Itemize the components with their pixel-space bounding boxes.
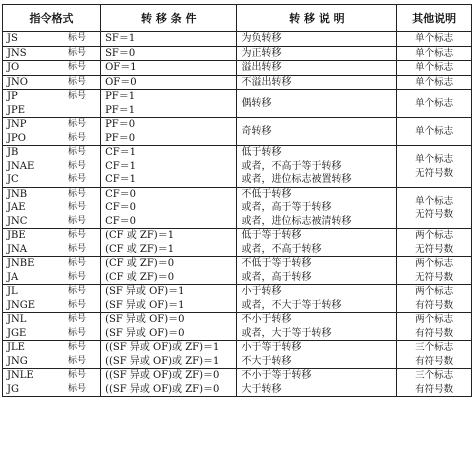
instruction-line <box>7 90 96 104</box>
instruction-cell <box>3 341 101 369</box>
condition-line: OF＝1 <box>105 62 137 74</box>
instruction-cell <box>3 146 101 188</box>
description-cell <box>237 146 397 188</box>
instruction-operand: 标号 <box>68 258 87 269</box>
condition-cell <box>101 146 237 188</box>
table-row <box>3 46 472 61</box>
table-row <box>3 341 472 369</box>
instruction-line <box>7 285 96 299</box>
instruction-cell <box>3 313 101 341</box>
instruction-line <box>7 215 96 229</box>
condition-line: ((SF 异或 OF)或 ZF)＝1 <box>105 355 220 367</box>
instruction-cell <box>3 118 101 146</box>
instruction-mnemonic: JNG <box>7 355 28 367</box>
description-cell <box>237 90 397 118</box>
instruction-line <box>7 146 96 160</box>
table-row <box>3 75 472 90</box>
condition-line: PF＝1 <box>105 91 136 103</box>
header-instruction-format: 指令格式 <box>3 5 101 32</box>
condition-line: CF＝0 <box>105 188 137 200</box>
instruction-cell <box>3 187 101 229</box>
condition-line: PF＝0 <box>105 119 136 131</box>
note-cell <box>397 369 472 397</box>
condition-line: (CF 或 ZF)＝0 <box>105 258 175 270</box>
instruction-line <box>7 383 96 397</box>
instruction-mnemonic: JP <box>7 91 18 103</box>
instruction-line <box>7 327 96 341</box>
table-row <box>3 32 472 47</box>
instruction-mnemonic: JS <box>7 33 18 45</box>
description-line: 不低于等于转移 <box>241 258 312 270</box>
condition-line: CF＝1 <box>105 160 137 172</box>
instruction-operand: 标号 <box>68 342 87 353</box>
instruction-mnemonic: JNS <box>7 47 27 59</box>
instruction-cell <box>3 285 101 313</box>
condition-line: (SF 异或 OF)＝0 <box>105 314 185 326</box>
note-line: 单个标志 <box>415 47 454 59</box>
description-cell <box>237 46 397 61</box>
note-line: 单个标志 <box>415 195 454 207</box>
note-cell <box>397 118 472 146</box>
instruction-line <box>7 32 96 46</box>
description-line: 或者，不高于转移 <box>241 243 322 255</box>
instruction-cell <box>3 229 101 257</box>
condition-line: (SF 异或 OF)＝1 <box>105 299 185 311</box>
instruction-operand: 标号 <box>68 132 87 143</box>
condition-line: ((SF 异或 OF)或 ZF)＝0 <box>105 383 220 395</box>
instruction-line <box>7 243 96 257</box>
condition-line: CF＝0 <box>105 215 137 227</box>
instruction-operand: 标号 <box>68 62 87 73</box>
instruction-operand: 标号 <box>68 370 87 381</box>
condition-line: PF＝0 <box>105 132 136 144</box>
instruction-operand: 标号 <box>68 243 87 254</box>
note-line: 两个标志 <box>415 314 454 326</box>
instruction-cell <box>3 61 101 76</box>
description-line: 低于等于转移 <box>241 230 302 242</box>
instruction-line <box>7 160 96 174</box>
note-line: 有符号数 <box>415 383 454 395</box>
instruction-mnemonic: JNLE <box>7 370 34 382</box>
instruction-mnemonic: JB <box>7 147 19 159</box>
note-line: 单个标志 <box>415 98 454 109</box>
condition-line: (SF 异或 OF)＝1 <box>105 286 185 298</box>
description-line: 大于转移 <box>241 383 282 395</box>
instruction-operand: 标号 <box>68 355 87 366</box>
note-cell <box>397 32 472 47</box>
instruction-cell <box>3 46 101 61</box>
description-line: 为正转移 <box>241 47 282 59</box>
instruction-operand: 标号 <box>68 383 87 394</box>
condition-line: CF＝0 <box>105 202 137 214</box>
description-line: 奇转移 <box>241 126 272 137</box>
table-row <box>3 118 472 146</box>
condition-line: PF＝1 <box>105 104 136 116</box>
note-line: 单个标志 <box>415 33 454 45</box>
description-cell <box>237 285 397 313</box>
table-row <box>3 61 472 76</box>
instruction-operand: 标号 <box>68 47 87 58</box>
condition-cell <box>101 341 237 369</box>
note-line: 有符号数 <box>415 355 454 367</box>
instruction-line <box>7 313 96 327</box>
instruction-mnemonic: JNAE <box>7 160 35 172</box>
description-cell <box>237 61 397 76</box>
condition-line: (CF 或 ZF)＝1 <box>105 243 175 255</box>
condition-line: SF＝0 <box>105 47 136 59</box>
instruction-mnemonic: JNA <box>7 243 27 255</box>
condition-cell <box>101 75 237 90</box>
note-line: 两个标志 <box>415 230 454 242</box>
note-line: 两个标志 <box>415 286 454 298</box>
instruction-mnemonic: JNP <box>7 119 27 131</box>
note-line: 单个标志 <box>415 76 454 88</box>
condition-cell <box>101 285 237 313</box>
header-other-notes: 其他说明 <box>397 5 472 32</box>
note-cell <box>397 61 472 76</box>
instruction-mnemonic: JNB <box>7 188 28 200</box>
instruction-mnemonic: JNBE <box>7 258 35 270</box>
note-cell <box>397 285 472 313</box>
instruction-line <box>7 201 96 215</box>
description-line: 或者，进位标志被置转移 <box>241 174 352 186</box>
note-cell <box>397 313 472 341</box>
description-line: 小于转移 <box>241 286 282 298</box>
instruction-line <box>7 132 96 146</box>
instruction-line <box>7 369 96 383</box>
description-line: 不小于转移 <box>241 314 292 326</box>
note-line: 无符号数 <box>415 167 454 179</box>
instruction-line <box>7 173 96 187</box>
description-line: 或者，高于转移 <box>241 271 312 283</box>
note-line: 无符号数 <box>415 271 454 283</box>
instruction-line <box>7 341 96 355</box>
condition-cell <box>101 313 237 341</box>
note-cell <box>397 46 472 61</box>
table-row <box>3 313 472 341</box>
table-row <box>3 257 472 285</box>
description-line: 不低于转移 <box>241 188 292 200</box>
note-cell <box>397 187 472 229</box>
instruction-line <box>7 47 96 61</box>
table-row <box>3 229 472 257</box>
note-line: 有符号数 <box>415 299 454 311</box>
instruction-mnemonic: JLE <box>7 342 25 354</box>
condition-line: CF＝1 <box>105 147 137 159</box>
instruction-mnemonic: JNO <box>7 76 28 88</box>
description-line: 溢出转移 <box>241 62 282 74</box>
instruction-mnemonic: JBE <box>7 230 26 242</box>
condition-cell <box>101 257 237 285</box>
table-row <box>3 90 472 118</box>
instruction-mnemonic: JO <box>7 62 20 74</box>
instruction-line <box>7 118 96 132</box>
condition-line: (CF 或 ZF)＝1 <box>105 230 175 242</box>
instruction-operand: 标号 <box>68 119 87 130</box>
condition-line: ((SF 异或 OF)或 ZF)＝1 <box>105 342 220 354</box>
description-line: 或者，大于等于转移 <box>241 327 332 339</box>
condition-cell <box>101 187 237 229</box>
instruction-operand: 标号 <box>68 314 87 325</box>
instruction-operand: 标号 <box>68 286 87 297</box>
condition-line: (SF 异或 OF)＝0 <box>105 327 185 339</box>
instruction-line <box>7 271 96 285</box>
condition-cell <box>101 46 237 61</box>
instruction-operand: 标号 <box>68 230 87 241</box>
condition-line: CF＝1 <box>105 174 137 186</box>
condition-line: OF＝0 <box>105 76 137 88</box>
condition-cell <box>101 369 237 397</box>
description-line: 为负转移 <box>241 33 282 45</box>
instruction-operand: 标号 <box>68 160 87 171</box>
description-line: 偶转移 <box>241 98 272 109</box>
note-line: 三个标志 <box>415 342 454 354</box>
instruction-operand: 标号 <box>68 147 87 158</box>
instruction-mnemonic: JPO <box>7 132 26 144</box>
instruction-line <box>7 229 96 243</box>
note-line: 单个标志 <box>415 154 454 165</box>
description-line: 或者，进位标志被清转移 <box>241 215 352 227</box>
note-cell <box>397 90 472 118</box>
description-line: 或者，不高于等于转移 <box>241 160 342 172</box>
description-line: 或者，高于等于转移 <box>241 202 332 214</box>
condition-line: (CF 或 ZF)＝0 <box>105 271 175 283</box>
condition-cell <box>101 32 237 47</box>
instruction-cell <box>3 75 101 90</box>
instruction-cell <box>3 32 101 47</box>
condition-cell <box>101 118 237 146</box>
instruction-mnemonic: JNL <box>7 314 27 326</box>
note-cell <box>397 341 472 369</box>
instruction-mnemonic: JGE <box>7 327 27 339</box>
instruction-operand: 标号 <box>68 202 87 213</box>
instruction-mnemonic: JC <box>7 174 19 186</box>
note-line: 单个标志 <box>415 126 454 137</box>
table-row <box>3 285 472 313</box>
description-line: 不大于转移 <box>241 355 292 367</box>
description-line: 不小于等于转移 <box>241 370 312 382</box>
note-line: 无符号数 <box>415 243 454 255</box>
description-cell <box>237 341 397 369</box>
instruction-operand: 标号 <box>68 188 87 199</box>
condition-cell <box>101 229 237 257</box>
instruction-line <box>7 104 96 118</box>
note-cell <box>397 146 472 188</box>
instruction-mnemonic: JPE <box>7 104 26 116</box>
instruction-line <box>7 355 96 369</box>
header-jump-description: 转 移 说 明 <box>237 5 397 32</box>
condition-line: SF＝1 <box>105 33 136 45</box>
table-row <box>3 187 472 229</box>
instruction-line <box>7 188 96 202</box>
description-cell <box>237 257 397 285</box>
note-line: 有符号数 <box>415 327 454 339</box>
header-row <box>3 5 472 32</box>
instruction-line <box>7 299 96 313</box>
condition-cell <box>101 61 237 76</box>
note-line: 单个标志 <box>415 62 454 74</box>
condition-cell <box>101 90 237 118</box>
instruction-cell <box>3 90 101 118</box>
instruction-operand: 标号 <box>68 174 87 185</box>
description-line: 低于转移 <box>241 147 282 159</box>
instruction-operand: 标号 <box>68 91 87 102</box>
note-cell <box>397 257 472 285</box>
condition-line: ((SF 异或 OF)或 ZF)＝0 <box>105 370 220 382</box>
instruction-operand: 标号 <box>68 215 87 226</box>
description-cell <box>237 32 397 47</box>
note-line: 无符号数 <box>415 209 454 220</box>
table-row <box>3 369 472 397</box>
note-cell <box>397 75 472 90</box>
instruction-operand: 标号 <box>68 327 87 338</box>
description-line: 或者，不大于等于转移 <box>241 299 342 311</box>
instruction-operand: 标号 <box>68 76 87 87</box>
instruction-cell <box>3 369 101 397</box>
note-line: 三个标志 <box>415 370 454 382</box>
note-line: 两个标志 <box>415 258 454 270</box>
instruction-mnemonic: JNGE <box>7 299 36 311</box>
note-cell <box>397 229 472 257</box>
description-cell <box>237 369 397 397</box>
instruction-operand: 标号 <box>68 33 87 44</box>
description-cell <box>237 75 397 90</box>
instruction-mnemonic: JAE <box>7 202 26 214</box>
instruction-mnemonic: JG <box>7 383 19 395</box>
instruction-mnemonic: JNC <box>7 215 28 227</box>
description-cell <box>237 118 397 146</box>
instruction-line <box>7 257 96 271</box>
instruction-mnemonic: JA <box>7 271 19 283</box>
conditional-jump-table <box>2 4 472 397</box>
description-cell <box>237 229 397 257</box>
instruction-operand: 标号 <box>68 271 87 282</box>
instruction-line <box>7 76 96 90</box>
instruction-mnemonic: JL <box>7 286 18 298</box>
instruction-cell <box>3 257 101 285</box>
instruction-line <box>7 61 96 75</box>
description-cell <box>237 313 397 341</box>
header-jump-condition: 转 移 条 件 <box>101 5 237 32</box>
description-cell <box>237 187 397 229</box>
description-line: 不溢出转移 <box>241 76 292 88</box>
table-row <box>3 146 472 188</box>
description-line: 小于等于转移 <box>241 342 302 354</box>
table-body <box>3 32 472 397</box>
instruction-operand: 标号 <box>68 299 87 310</box>
